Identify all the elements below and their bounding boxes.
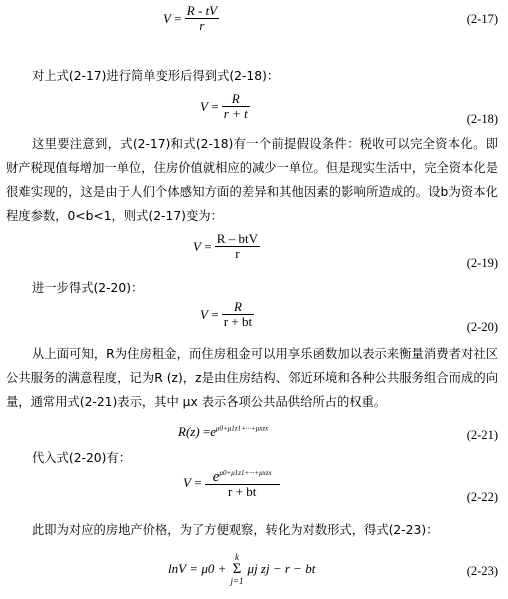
- sum-lower-limit: j=1: [230, 576, 244, 586]
- paragraph: 从上面可知，R为住房租金，而住房租金可以用享乐函数加以表示来衡量消费者对社区公共服务的满意程度，记为R (z)，z是由住房结构、邻近环境和各种公共服务组合而成的向量，通常用式(2-21)表示，其中 μx 表示各项公共品供给所占的权重。: [6, 347, 498, 409]
- equation-2-19: [193, 232, 260, 261]
- eq-denominator: r: [235, 246, 240, 261]
- eq-fraction: [222, 92, 250, 121]
- eq-sign: =: [204, 238, 212, 254]
- eq-denominator: r + t: [223, 106, 248, 121]
- paragraph: 此即为对应的房地产价格，为了方便观察，转化为对数形式，得式(2-23)：: [32, 523, 439, 537]
- equation-number: (2-22): [466, 490, 498, 504]
- eq-lhs: V: [200, 98, 208, 114]
- sum-symbol: Σ: [232, 561, 242, 577]
- paragraph: 代入式(2-20)有：: [32, 451, 131, 465]
- eq-lhs: lnV: [168, 561, 187, 576]
- equation-2-18: [200, 92, 250, 121]
- eq-base: e: [210, 424, 217, 439]
- paragraph: 进一步得式(2-20)：: [32, 281, 144, 295]
- equation-number: (2-18): [466, 112, 498, 126]
- equation-number: (2-23): [466, 564, 498, 578]
- eq-fraction: [205, 466, 280, 499]
- equation-number: (2-19): [466, 256, 498, 270]
- eq-sign: =: [174, 10, 182, 26]
- paragraph: 对上式(2-17)进行简单变形后得到式(2-18)：: [32, 69, 280, 83]
- eq-numerator: R: [222, 300, 254, 315]
- equation-2-22: [183, 466, 280, 499]
- eq-numerator: [205, 466, 280, 485]
- equation-number: (2-21): [466, 428, 498, 442]
- eq-denominator: r: [199, 18, 205, 33]
- eq-lhs: V: [163, 10, 171, 26]
- paragraph: 这里要注意到，式(2-17)和式(2-18)有一个前提假设条件：税收可以完全资本化。即财产税现值每增加一单位，住房价值就相应的减少一单位。但是现实生活中，完全资本化是很难实现的，这是由于人们个体感知方面的差异和其他因素的影响所造成的。设b为资本化程度参数，0<b<1，则式(2-17)变为：: [6, 137, 498, 223]
- equation-2-20: [200, 300, 254, 329]
- eq-term: μj zj − r − bt: [247, 561, 316, 576]
- eq-numerator: R: [222, 92, 250, 107]
- summation: [230, 552, 243, 586]
- equation-2-17: [163, 4, 219, 33]
- eq-lhs: V: [183, 474, 191, 490]
- eq-sign: =: [194, 474, 202, 490]
- eq-sign: =: [190, 561, 198, 576]
- eq-lhs: V: [193, 238, 201, 254]
- eq-base: e: [212, 469, 220, 485]
- eq-numerator: R - tV: [186, 3, 218, 18]
- eq-fraction: [222, 300, 254, 329]
- sum-upper-limit: k: [235, 552, 239, 562]
- eq-exponent: μ0+μ1z1+···+μxzx: [216, 424, 269, 433]
- eq-lhs: V: [200, 306, 208, 322]
- eq-denominator: r + bt: [223, 314, 253, 329]
- eq-denominator: r + bt: [228, 484, 257, 499]
- eq-fraction: [215, 232, 260, 261]
- eq-lhs: R(z): [178, 424, 200, 439]
- eq-sign: =: [211, 98, 219, 114]
- eq-fraction: [185, 4, 219, 33]
- eq-exponent: μ0+μ1z1+···+μxzx: [219, 469, 272, 477]
- equation-2-23: [168, 552, 315, 586]
- eq-term: μ0 +: [201, 561, 227, 576]
- equation-number: (2-20): [466, 320, 498, 334]
- eq-sign: =: [211, 306, 219, 322]
- eq-sign: =: [202, 424, 211, 439]
- equation-2-21: [178, 424, 268, 440]
- equation-number: (2-17): [466, 12, 498, 26]
- eq-numerator: R – btV: [216, 231, 258, 246]
